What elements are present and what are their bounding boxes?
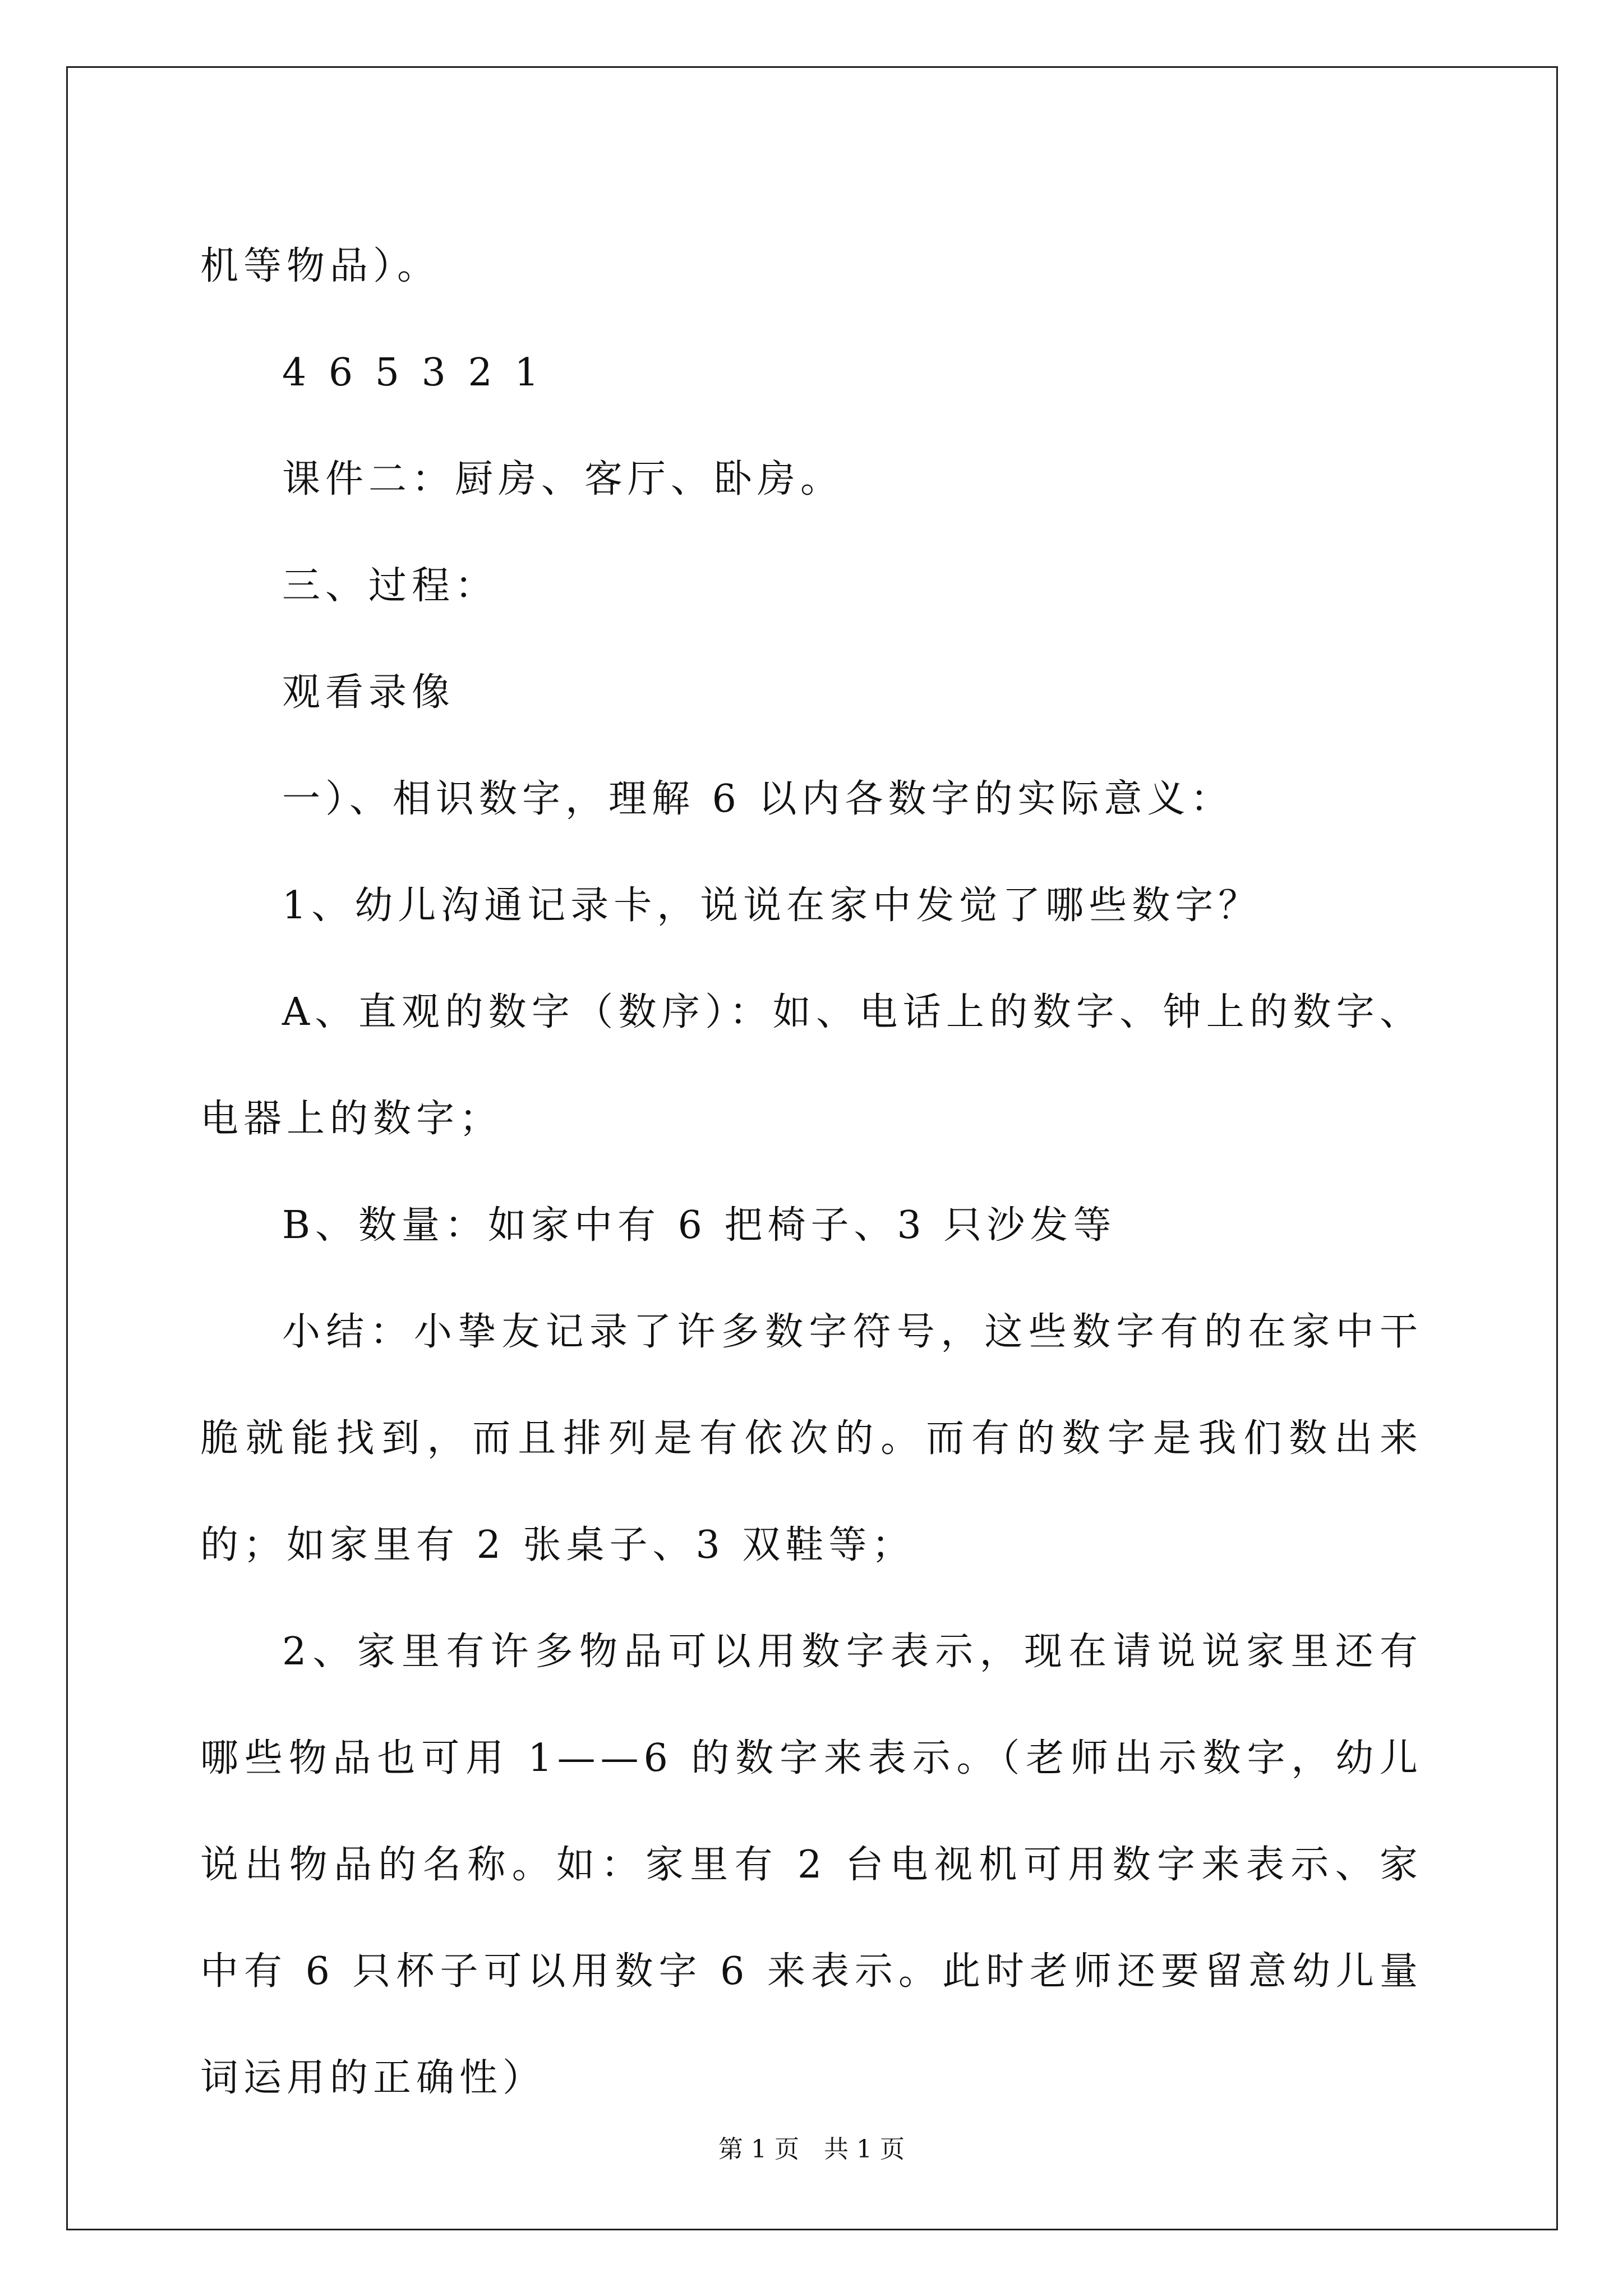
document-body [200,213,1423,2132]
paragraph: 一）、相识数字，理解 6 以内各数字的实际意义： [282,777,1234,821]
paragraph: 观看录像 [282,670,455,715]
paragraph: 4 6 5 3 2 1 [282,351,544,395]
paragraph: 1、幼儿沟通记录卡，说说在家中发觉了哪些数字？ [282,884,1262,928]
paragraph: 2、家里有许多物品可以用数字表示，现在请说说家里还有哪些物品也可用 1——6 的数字来表示。（老师出示数字，幼儿说出物品的名称。如：家里有 2 台电视机可用数字来表示、家中有 6 只杯子可以用数字 6 来表示。此时老师还要留意幼儿量词运用的正确性） [200,1630,1423,2100]
paragraph: 小结：小挚友记录了许多数字符号，这些数字有的在家中干脆就能找到，而且排列是有依次的。而有的数字是我们数出来的；如家里有 2 张桌子、3 双鞋等； [200,1310,1423,1567]
paragraph: 三、过程： [282,564,499,608]
paragraph: B、数量：如家中有 6 把椅子、3 只沙发等 [282,1203,1117,1248]
page-footer: 第 1 页 共 1 页 [718,2135,905,2164]
paragraph: A、直观的数字（数序）：如、电话上的数字、钟上的数字、电器上的数字； [200,990,1423,1141]
paragraph: 课件二：厨房、客厅、卧房。 [282,457,844,501]
paragraph: 机等物品）。 [200,244,441,288]
